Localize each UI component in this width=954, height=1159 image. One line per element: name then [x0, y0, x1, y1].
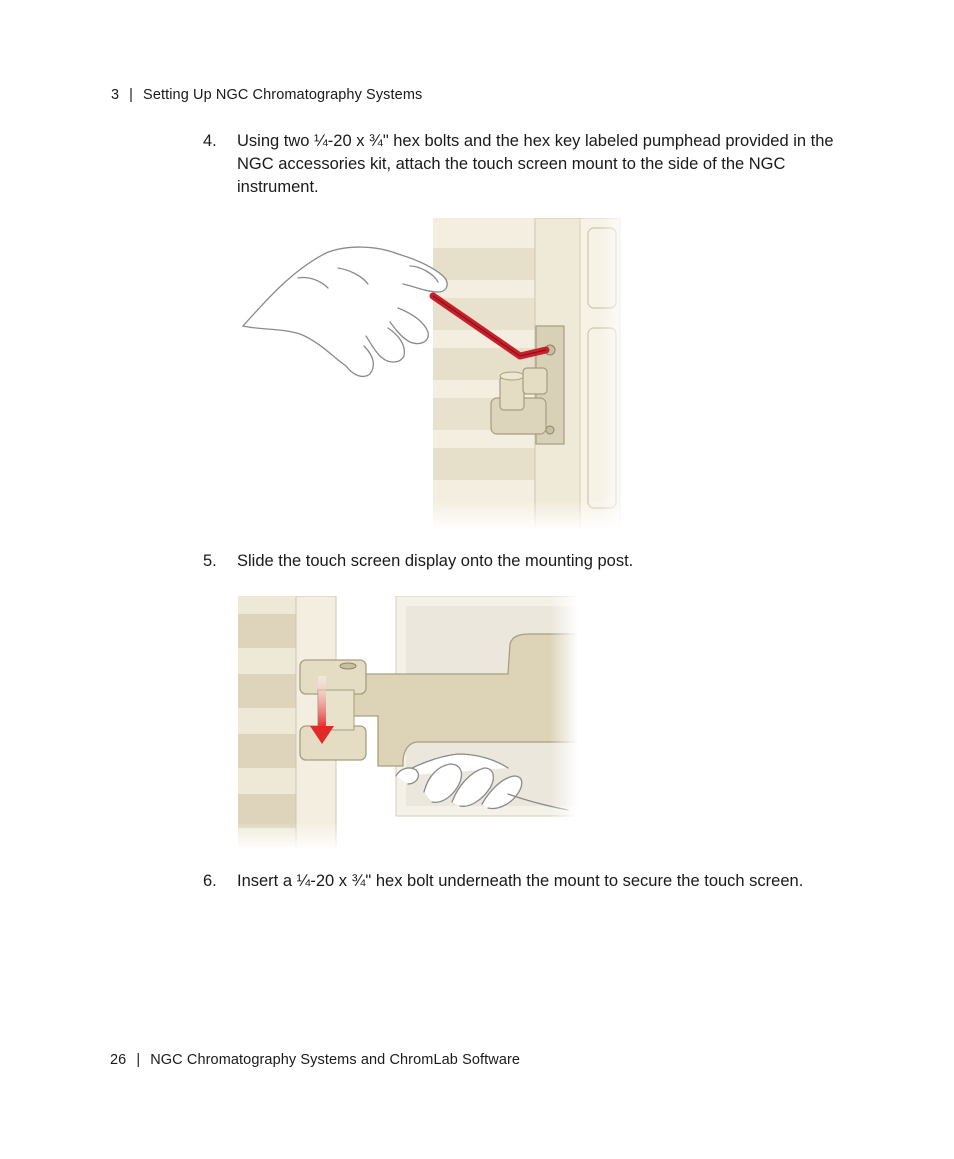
footer-separator: |	[136, 1052, 141, 1068]
step-6	[203, 870, 843, 893]
book-title: NGC Chromatography Systems and ChromLab Software	[150, 1052, 521, 1068]
attach-mount-illustration	[238, 218, 630, 530]
step-number: 6.	[203, 872, 217, 890]
header-separator: |	[129, 87, 134, 103]
hand-sketch	[243, 247, 447, 376]
step-number: 4.	[203, 132, 217, 150]
chapter-title: Setting Up NGC Chromatography Systems	[143, 87, 423, 103]
running-footer	[110, 1052, 520, 1068]
step-text: Insert a ¼-20 x ¾" hex bolt underneath the mount to secure the touch screen.	[237, 872, 804, 890]
step-text: Slide the touch screen display onto the mounting post.	[237, 552, 634, 570]
chapter-number: 3	[111, 87, 120, 103]
step-text: Using two ¼-20 x ¾" hex bolts and the hex key labeled pumphead provided in the NGC accessories kit, attach the touch screen mount to the side of the NGC instrument.	[237, 132, 834, 196]
step-4	[203, 130, 843, 199]
slide-display-illustration	[238, 596, 578, 850]
running-header	[111, 87, 422, 103]
step-number: 5.	[203, 552, 217, 570]
page-number: 26	[110, 1052, 127, 1068]
step-5	[203, 550, 843, 573]
